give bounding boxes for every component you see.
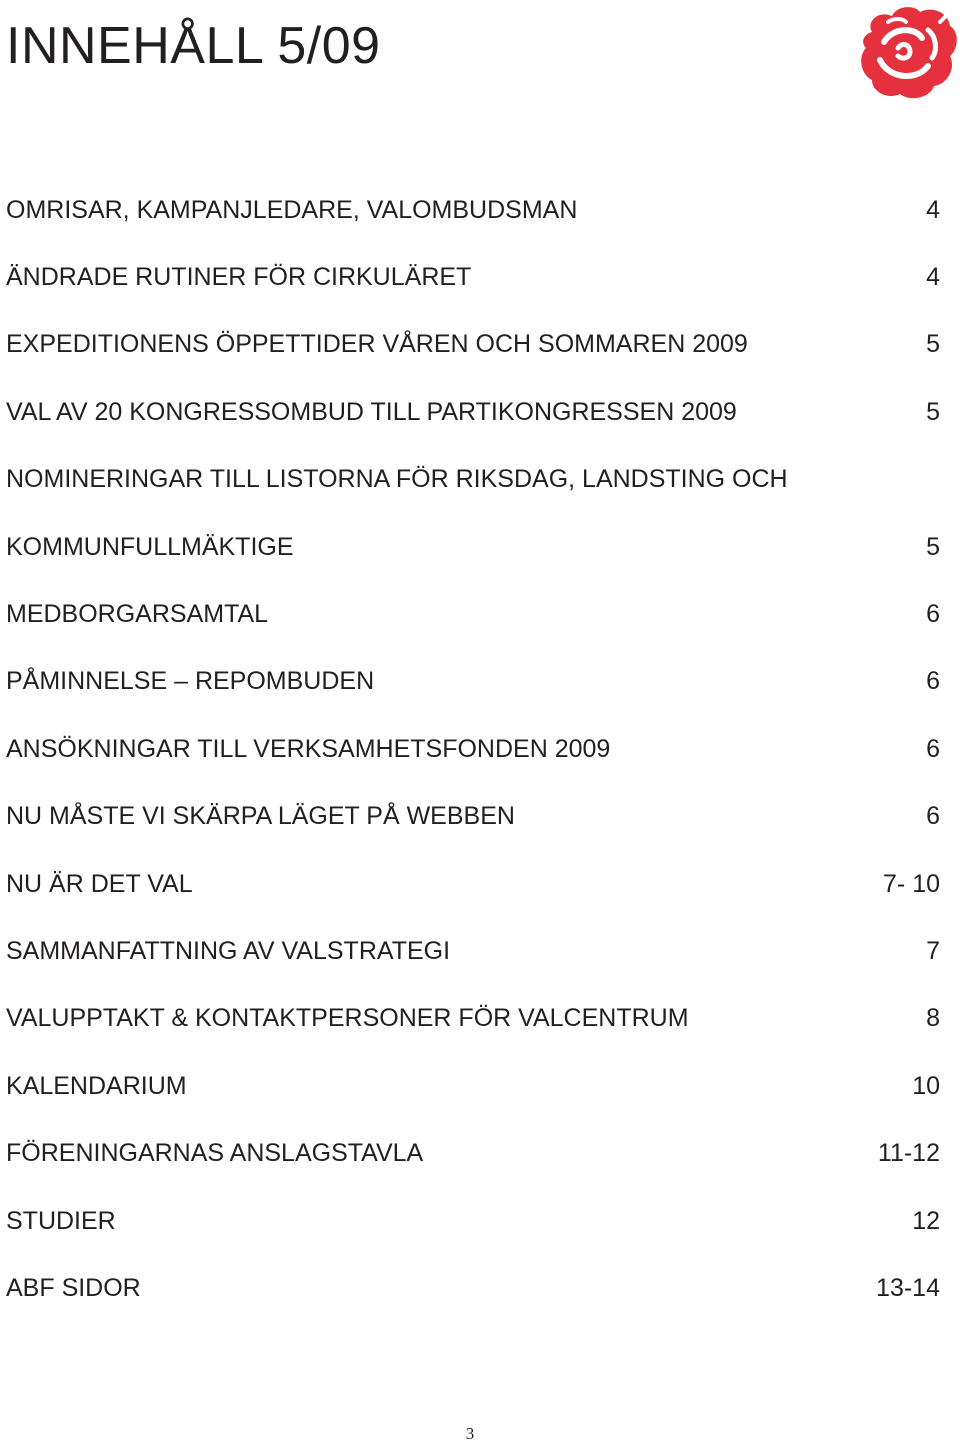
page-number: 3 [465,1424,475,1443]
toc-entry[interactable] [6,1068,940,1104]
toc-entry[interactable] [6,326,940,362]
toc-entry-page: 4 [926,263,940,291]
toc-entry-page: 12 [912,1207,940,1235]
toc-entry[interactable] [6,596,940,632]
toc-entry-page: 6 [926,600,940,628]
toc-entry[interactable] [6,1203,940,1239]
toc-entry[interactable] [6,461,940,497]
toc-entry-title: STUDIER [6,1207,116,1235]
page-title: INNEHÅLL 5/09 [6,17,381,75]
toc-entry-title: VAL AV 20 KONGRESSOMBUD TILL PARTIKONGRESSEN 2009 [6,398,737,426]
toc-entry-page: 4 [926,196,940,224]
toc-entry-page: 5 [926,330,940,358]
toc-entry-title: PÅMINNELSE – REPOMBUDEN [6,667,375,695]
toc-entry-title: SAMMANFATTNING AV VALSTRATEGI [6,937,451,965]
toc-entry-title: ABF SIDOR [6,1274,141,1302]
toc-entry[interactable] [6,259,940,295]
toc-entry-title: KALENDARIUM [6,1072,187,1100]
rose-logo-icon [858,2,960,104]
toc-entry-page: 6 [926,735,940,763]
toc-entry-title: NU MÅSTE VI SKÄRPA LÄGET PÅ WEBBEN [6,802,515,830]
toc-entry[interactable] [6,192,940,228]
toc-entry-title: NOMINERINGAR TILL LISTORNA FÖR RIKSDAG, LANDSTING OCH [6,465,788,493]
toc-entry-page: 11-12 [877,1139,940,1167]
toc-entry[interactable] [6,798,940,834]
toc-entry[interactable] [6,933,940,969]
toc-entry[interactable] [6,663,940,699]
toc-entry-page: 8 [926,1004,940,1032]
toc-entry-title: ÄNDRADE RUTINER FÖR CIRKULÄRET [6,263,472,291]
toc-entry[interactable] [6,1135,940,1171]
toc-entry-page: 7 [926,937,940,965]
toc-entry-title: EXPEDITIONENS ÖPPETTIDER VÅREN OCH SOMMAREN 2009 [6,330,748,358]
toc-entry-title: ANSÖKNINGAR TILL VERKSAMHETSFONDEN 2009 [6,735,611,763]
toc-entry[interactable] [6,529,940,565]
toc-entry[interactable] [6,1270,940,1306]
toc-entry[interactable] [6,394,940,430]
toc-entry-title: FÖRENINGARNAS ANSLAGSTAVLA [6,1139,424,1167]
toc-entry[interactable] [6,1000,940,1036]
toc-entry-title: OMRISAR, KAMPANJLEDARE, VALOMBUDSMAN [6,196,578,224]
toc-entry-page: 7- 10 [883,870,940,898]
toc-entry-page: 13-14 [876,1274,940,1302]
toc-entry-page: 6 [926,667,940,695]
toc-entry-page: 5 [926,398,940,426]
toc-entry-title: MEDBORGARSAMTAL [6,600,269,628]
toc-entry-title: KOMMUNFULLMÄKTIGE [6,533,294,561]
toc-entry-page: 5 [926,533,940,561]
toc-entry-title: NU ÄR DET VAL [6,870,193,898]
toc-entry-title: VALUPPTAKT & KONTAKTPERSONER FÖR VALCENTRUM [6,1004,689,1032]
toc-entry-page: 10 [912,1072,940,1100]
toc-entry[interactable] [6,731,940,767]
toc-entry-page: 6 [926,802,940,830]
toc-entry[interactable] [6,866,940,902]
